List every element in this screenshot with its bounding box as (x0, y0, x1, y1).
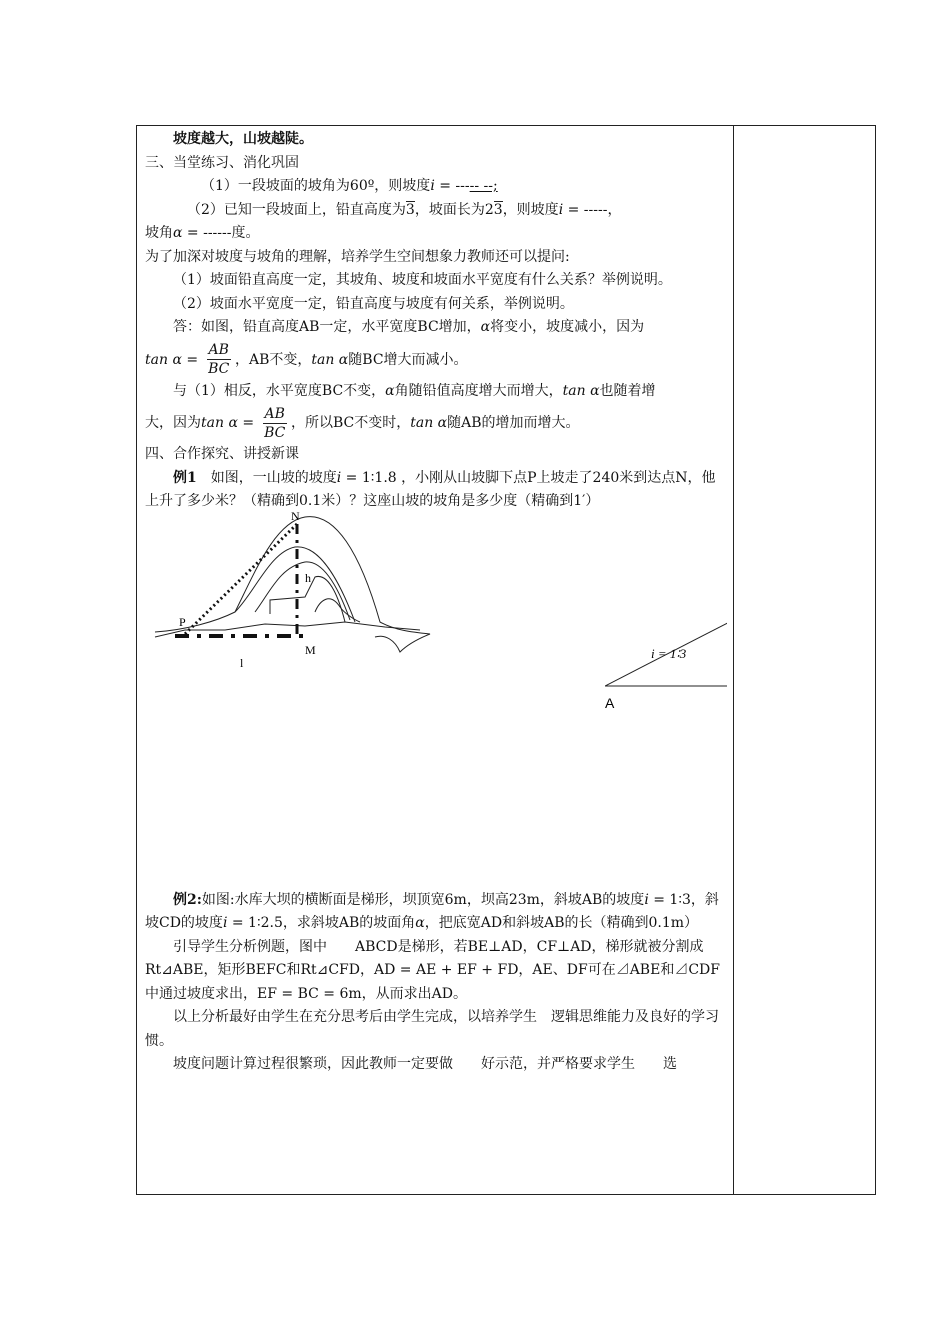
label-m: M (305, 642, 316, 657)
lesson-content (145, 128, 727, 1188)
slope-figure (605, 606, 727, 726)
label-l: l (240, 655, 244, 670)
section-four-heading: 四、合作探究、讲授新课 (145, 446, 299, 462)
answer-2: 与（1）相反，水平宽度BC不变，α角随铅值高度增大而增大，tan α也随着增 (173, 382, 656, 399)
exercise-1: （1）一段坡面的坡角为60º，则坡度i = ----- --; (201, 178, 498, 194)
conclusion-line: 坡度越大，山坡越陡。 (173, 131, 313, 147)
sqrt-3b: 3 (493, 201, 503, 218)
answer-2-formula: 大，因为tan α = $\frac{AB}{BC}$ ，所以BC不变时，tan α随AB的增加而增大。 (145, 405, 580, 441)
lesson-table (136, 125, 876, 1195)
question-2: （2）坡面水平宽度一定，铅直高度与坡度有何关系，举例说明。 (173, 295, 574, 312)
label-a: A (605, 694, 615, 711)
question-1: （1）坡面铅直高度一定，其坡角、坡度和坡面水平宽度有什么关系？举例说明。 (173, 272, 672, 288)
exercise-2-cont: 坡角α = ------度。 (145, 225, 260, 241)
section-three-heading: 三、当堂练习、消化巩固 (145, 154, 299, 171)
answer-1-formula: tan α = $\frac{AB}{BC}$ ，AB不变，tan α随BC增大而减小。 (145, 342, 468, 377)
fraction-ab-bc: $\frac{AB}{BC}$ (208, 342, 230, 377)
exercise-2: （2）已知一段坡面上，铅直高度为3，坡面长为23，则坡度i = -----， (187, 201, 622, 218)
example-1: 例1 如图，一山坡的坡度i = 1∶1.8 ，小刚从山坡脚下点P上坡走了240米到达点N，他上升了多少米？（精确到0.1米）？这座山坡的坡角是多少度（精确到1′） (145, 469, 716, 509)
fraction-ab-bc-2: $\frac{AB}{BC}$ (264, 405, 286, 441)
figures-area (145, 511, 727, 889)
label-n: N (291, 511, 300, 523)
thinking-paragraph: 以上分析最好由学生在充分思考后由学生完成，以培养学生 逻辑思维能力及良好的学习惯。 (145, 1009, 719, 1049)
calculation-paragraph: 坡度问题计算过程很繁琐，因此教师一定要做 好示范，并严格要求学生 选 (173, 1056, 677, 1072)
example-2: 例2:如图:水库大坝的横断面是梯形，坝顶宽6m，坝高23m，斜坡AB的坡度i = 1∶3，斜坡CD的坡度i = 1∶2.5，求斜坡AB的坡面角α，把底宽AD和斜坡AB的长（精确到0.1m） (145, 891, 719, 931)
label-h: h (305, 570, 311, 585)
analysis-paragraph: 引导学生分析例题，图中 ABCD是梯形，若BE⊥AD，CF⊥AD，梯形就被分割成Rt⊿ABE，矩形BEFC和Rt⊿CFD，AD = AE + EF + FD，AE、DF可在⊿ABE和⊿CDF中通过坡度求出，EF = BC = 6m，从而求出AD。 (145, 938, 720, 1002)
sqrt-3: 3 (405, 201, 415, 218)
label-ratio: i = 1∶3 (651, 645, 687, 661)
teacher-question-intro: 为了加深对坡度与坡角的理解，培养学生空间想象力教师还可以提问: (145, 248, 570, 265)
answer-1: 答：如图，铅直高度AB一定，水平宽度BC增加，α将变小，坡度减小，因为 (173, 319, 645, 335)
label-p: P (179, 614, 186, 629)
mountain-figure (145, 512, 445, 672)
column-divider (733, 126, 734, 1194)
